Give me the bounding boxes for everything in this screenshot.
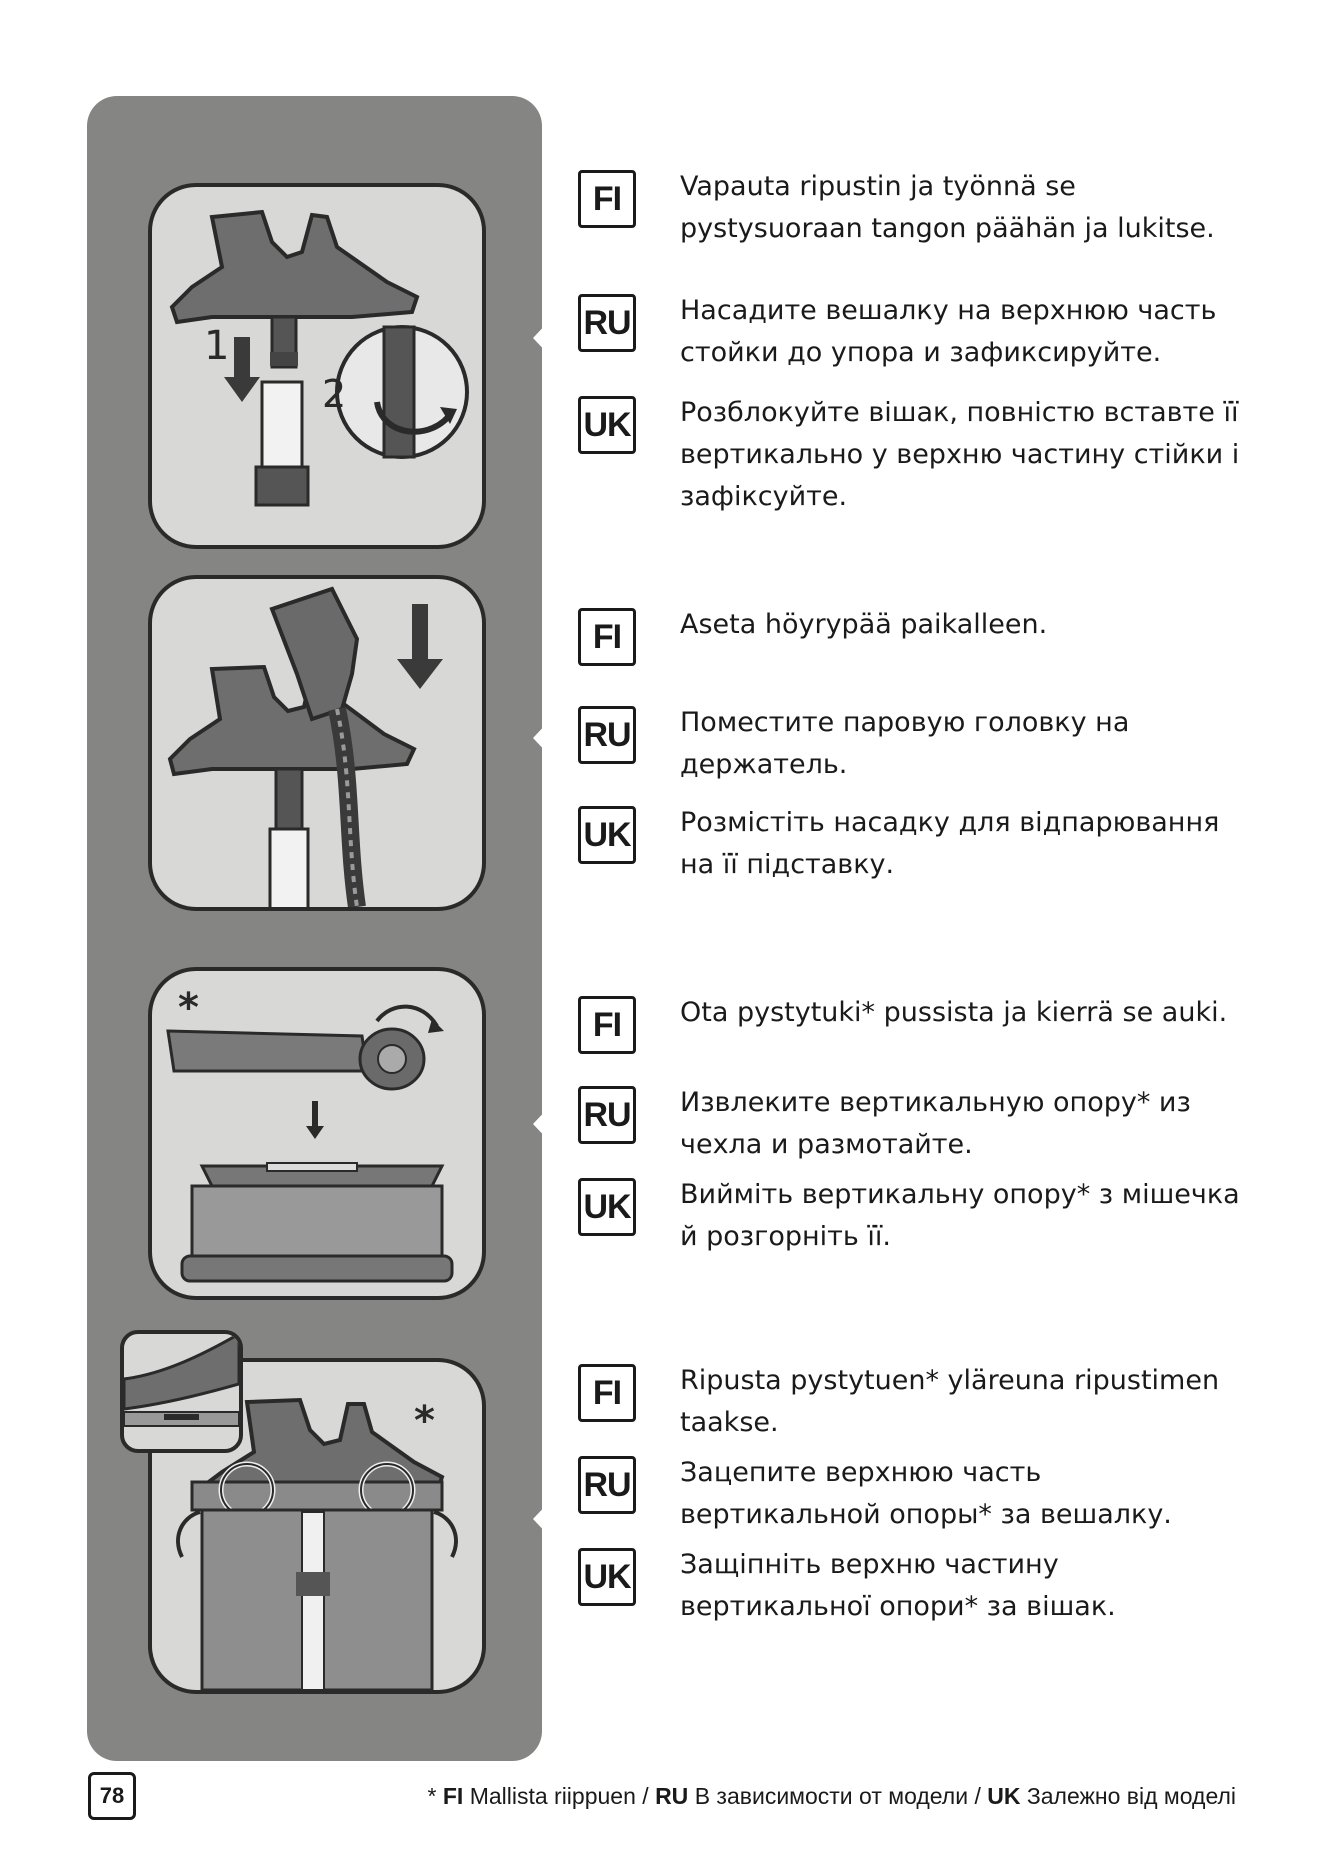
footnote-text-ru: В зависимости от модели	[694, 1782, 969, 1809]
instruction-text-uk: Защіпніть верхню частину вертикальної опори* за вішак.	[680, 1549, 1116, 1622]
model-footnote	[428, 1772, 1237, 1820]
step2-illustration	[148, 575, 486, 911]
footnote-code-fi: FI	[442, 1782, 464, 1809]
hanger-mount-figure	[152, 187, 482, 545]
step4-detail-inset	[120, 1330, 243, 1453]
instruction-text-uk: Розмістіть насадку для відпарювання на її підставку.	[680, 807, 1220, 880]
step3-text	[578, 992, 1258, 1258]
step3-illustration	[148, 967, 486, 1300]
language-badge-uk: UK	[578, 1548, 636, 1606]
asterisk-label: *	[414, 1398, 435, 1444]
instruction-row-uk	[578, 1174, 1258, 1258]
footnote-separator: /	[642, 1782, 649, 1809]
footnote-text-fi: Mallista riippuen	[469, 1782, 636, 1809]
language-badge-fi: FI	[578, 996, 636, 1054]
instruction-text-fi: Ota pystytuki* pussista ja kierrä se auki.	[680, 997, 1228, 1028]
instruction-row-uk	[578, 392, 1258, 518]
step1-text	[578, 166, 1258, 518]
footnote-separator: /	[974, 1782, 981, 1809]
instruction-text-uk: Вийміть вертикальну опору* з мішечка й розгорніть її.	[680, 1179, 1240, 1252]
support-unroll-figure	[152, 971, 482, 1296]
footnote-code-uk: UK	[987, 1782, 1021, 1809]
footnote-star: *	[427, 1782, 437, 1809]
instruction-text-ru: Поместите паровую головку на держатель.	[680, 707, 1130, 780]
instruction-row-fi	[578, 992, 1258, 1082]
instruction-row-fi	[578, 1360, 1258, 1452]
instruction-row-fi	[578, 604, 1258, 702]
footnote-code-ru: RU	[655, 1782, 689, 1809]
language-badge-uk: UK	[578, 1178, 636, 1236]
language-badge-fi: FI	[578, 170, 636, 228]
instruction-row-uk	[578, 1544, 1258, 1628]
instruction-row-ru	[578, 1452, 1258, 1544]
step1-illustration	[148, 183, 486, 549]
detail-inset-figure	[124, 1334, 239, 1449]
instruction-text-fi: Aseta höyrypää paikalleen.	[680, 609, 1048, 640]
sidebar-notch	[533, 1481, 569, 1557]
step2-text	[578, 604, 1258, 886]
language-badge-ru: RU	[578, 294, 636, 352]
language-badge-uk: UK	[578, 396, 636, 454]
step-number-2: 2	[322, 372, 347, 416]
step-number-1: 1	[204, 323, 230, 369]
instruction-text-fi: Ripusta pystytuen* yläreuna ripustimen taakse.	[680, 1365, 1220, 1438]
language-badge-fi: FI	[578, 1364, 636, 1422]
instruction-text-ru: Насадите вешалку на верхнюю часть стойки до упора и зафиксируйте.	[680, 295, 1217, 368]
instruction-row-ru	[578, 290, 1258, 392]
steam-head-figure	[152, 579, 482, 907]
instruction-text-ru: Зацепите верхнюю часть вертикальной опоры* за вешалку.	[680, 1457, 1172, 1530]
language-badge-fi: FI	[578, 608, 636, 666]
instruction-text-fi: Vapauta ripustin ja työnnä se pystysuoraan tangon päähän ja lukitse.	[680, 171, 1215, 244]
instruction-text-ru: Извлеките вертикальную опору* из чехла и размотайте.	[680, 1087, 1191, 1160]
asterisk-label: *	[178, 985, 199, 1031]
instruction-row-fi	[578, 166, 1258, 290]
sidebar-notch	[533, 300, 569, 376]
instruction-row-ru	[578, 702, 1258, 802]
language-badge-ru: RU	[578, 1086, 636, 1144]
footnote-text-uk: Залежно від моделі	[1026, 1782, 1236, 1809]
instruction-row-ru	[578, 1082, 1258, 1174]
page-number: 78	[88, 1772, 136, 1820]
sidebar-notch	[533, 1086, 569, 1162]
language-badge-ru: RU	[578, 706, 636, 764]
instruction-text-uk: Розблокуйте вішак, повністю вставте її вертикально у верхню частину стійки і зафіксуйте.	[680, 397, 1240, 512]
language-badge-ru: RU	[578, 1456, 636, 1514]
step4-text	[578, 1360, 1258, 1628]
instruction-row-uk	[578, 802, 1258, 886]
sidebar-notch	[533, 700, 569, 776]
language-badge-uk: UK	[578, 806, 636, 864]
